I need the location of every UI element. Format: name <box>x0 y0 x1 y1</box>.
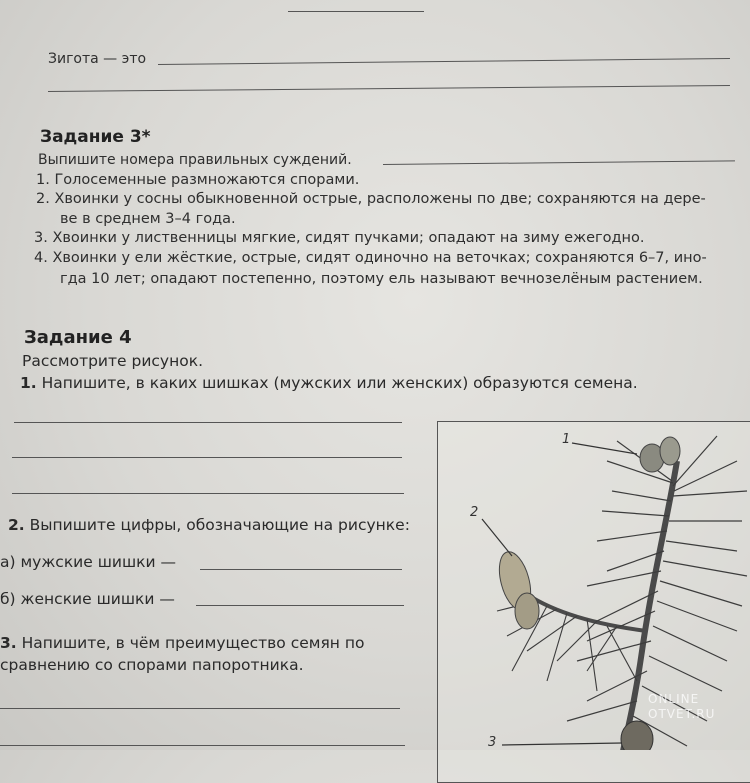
zygote-answer-line-1[interactable] <box>158 58 730 65</box>
task3-item-4: 4. Хвоинки у ели жёсткие, острые, сидят одиночно на веточках; сохраняются 6–7, ино- <box>34 250 707 266</box>
task3-instruction: Выпишите номера правильных суждений. <box>38 152 352 168</box>
question-2b-label: б) женские шишки — <box>0 590 175 608</box>
figure-label-3: 3 <box>488 735 497 750</box>
question-1-number: 1. <box>20 374 37 392</box>
task4-question-2 <box>8 515 410 535</box>
zygote-answer-line-2[interactable] <box>48 85 730 92</box>
task3-title: Задание 3* <box>40 127 151 147</box>
question-3-text-line2: сравнению со спорами папоротника. <box>0 656 304 674</box>
task4-title: Задание 4 <box>24 327 132 348</box>
q2b-answer-line[interactable] <box>196 605 404 606</box>
watermark-line-2: OTVET.RU <box>648 707 716 721</box>
figure-label-1: 1 <box>562 432 571 447</box>
task3-item-2: 2. Хвоинки у сосны обыкновенной острые, расположены по две; сохраняются на дере- <box>36 191 706 207</box>
task3-item-4-cont: гда 10 лет; опадают постепенно, поэтому ель называют вечнозелёным растением. <box>60 271 703 287</box>
q3-answer-line-2[interactable] <box>0 745 405 746</box>
zygote-label: Зигота — это <box>48 51 147 67</box>
task4-question-3 <box>0 633 364 653</box>
task4-intro: Рассмотрите рисунок. <box>22 352 204 370</box>
q1-answer-line-2[interactable] <box>12 457 402 458</box>
task4-question-1 <box>20 373 638 393</box>
top-answer-line <box>288 11 424 12</box>
question-2a-label: а) мужские шишки — <box>0 553 177 571</box>
q3-answer-line-1[interactable] <box>0 708 400 709</box>
task3-item-2-cont: ве в среднем 3–4 года. <box>60 211 236 227</box>
task3-answer-line[interactable] <box>383 160 735 165</box>
q1-answer-line-3[interactable] <box>12 493 404 494</box>
task3-item-3: 3. Хвоинки у лиственницы мягкие, сидят пучками; опадают на зиму ежегодно. <box>34 230 645 246</box>
watermark-line-1: ONLINE <box>648 692 700 706</box>
question-1-text: Напишите, в каких шишках (мужских или женских) образуются семена. <box>41 374 638 392</box>
q1-answer-line-1[interactable] <box>14 422 402 423</box>
task3-item-1: 1. Голосеменные размножаются спорами. <box>36 172 360 188</box>
figure-label-2: 2 <box>470 505 479 520</box>
q2a-answer-line[interactable] <box>200 569 402 570</box>
question-2-text: Выпишите цифры, обозначающие на рисунке: <box>29 516 410 534</box>
watermark <box>648 692 715 722</box>
question-3-text-line1: Напишите, в чём преимущество семян по <box>21 634 365 652</box>
question-3-number: 3. <box>0 634 17 652</box>
question-2-number: 2. <box>8 516 25 534</box>
